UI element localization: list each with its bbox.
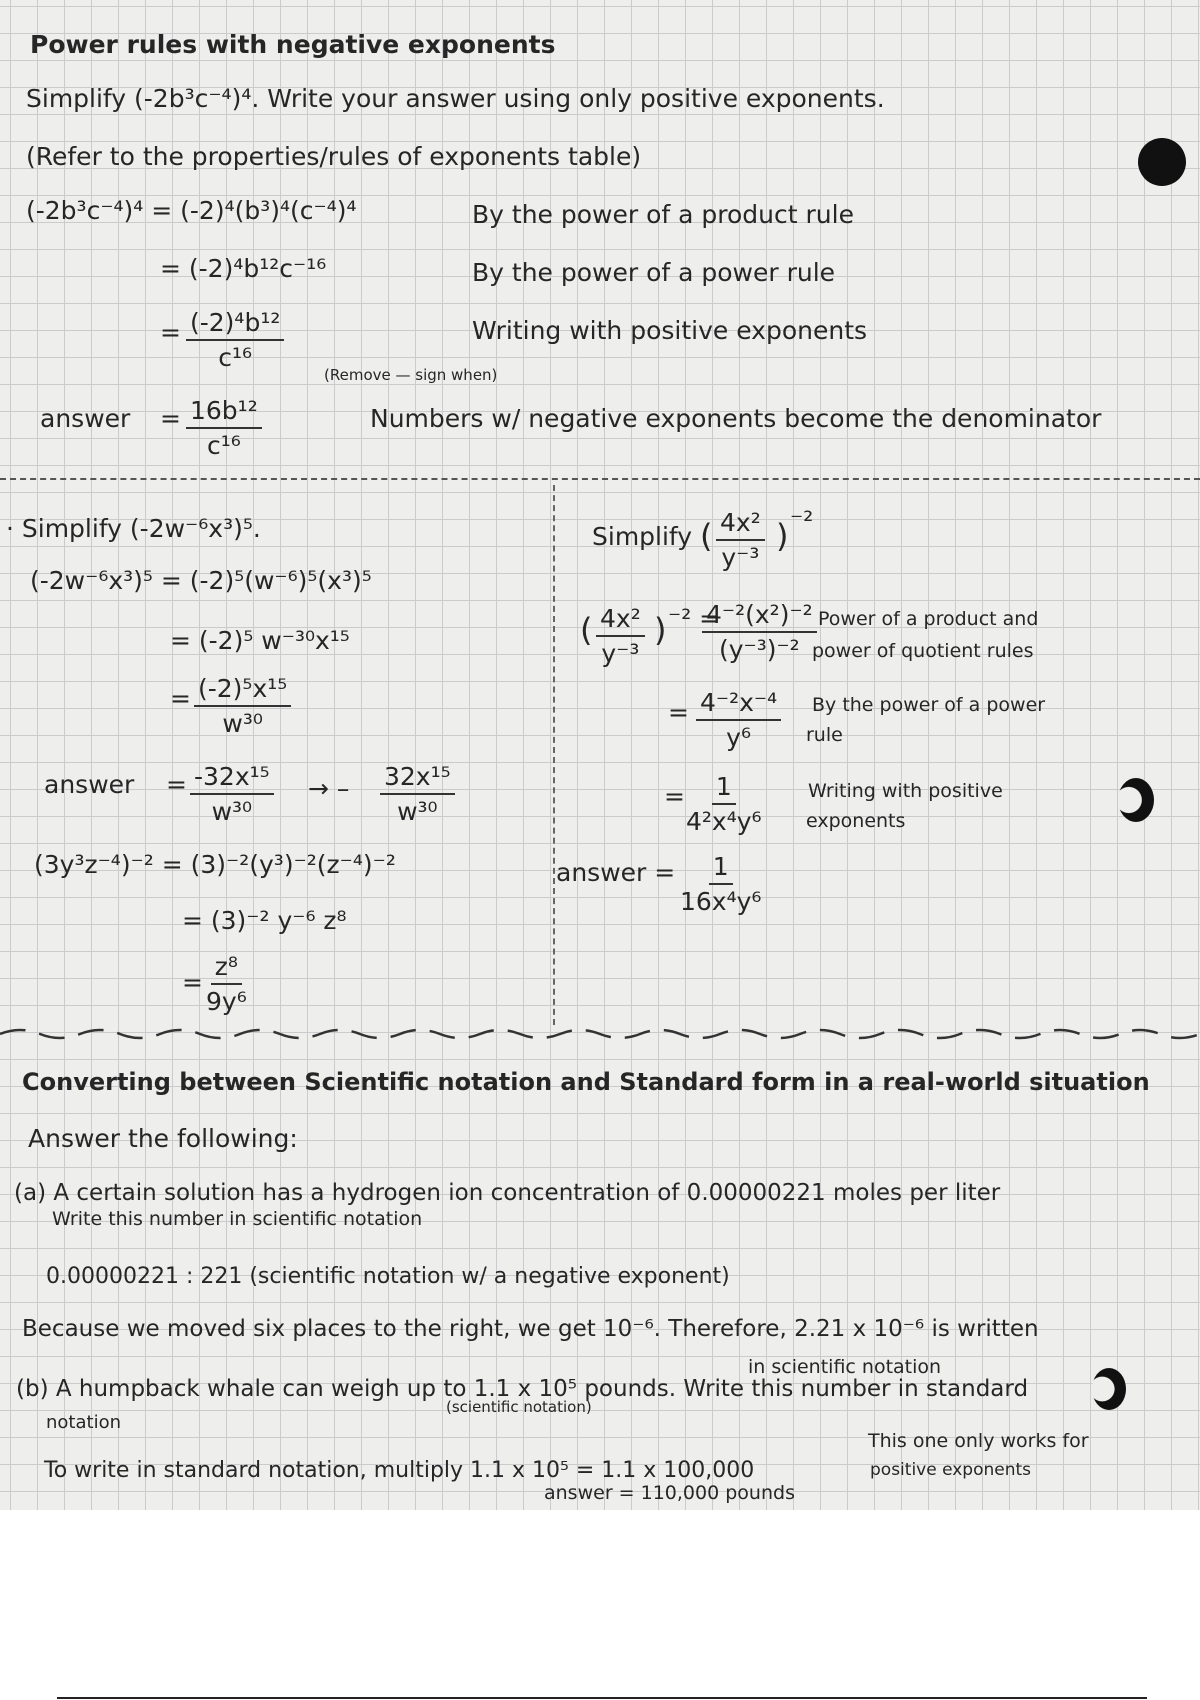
step-3-note: Writing with positive exponents [472, 316, 868, 345]
bottom-title: Converting between Scientific notation and Standard form in a real-world situation [22, 1068, 1150, 1096]
denominator: 16x⁴y⁶ [680, 887, 762, 916]
answer-fraction [186, 396, 262, 460]
right-step-3-eq: = [664, 782, 685, 811]
column-divider [553, 485, 555, 1025]
denominator: y⁻³ [601, 639, 640, 668]
binder-hole-middle [1118, 778, 1154, 822]
part-a-work: 0.00000221 : 221 (scientific notation w/ a negative exponent) [46, 1264, 730, 1289]
answer-eq: = [160, 404, 181, 433]
part-b-work: To write in standard notation, multiply 1.1 x 10⁵ = 1.1 x 100,000 [44, 1458, 755, 1483]
denominator: 4²x⁴y⁶ [686, 807, 762, 836]
step-3-fraction [186, 308, 284, 372]
numerator: 16b¹² [186, 396, 262, 429]
left-step-3-fraction [194, 674, 291, 738]
numerator: 4⁻²(x²)⁻² [702, 600, 817, 633]
left-arrow: → – [308, 774, 350, 803]
left-ex2-step-2: = (3)⁻² y⁻⁶ z⁸ [182, 906, 347, 935]
part-b-line-2: notation [46, 1412, 121, 1433]
binder-hole-bottom [1092, 1368, 1126, 1410]
numerator: 4⁻²x⁻⁴ [696, 688, 781, 721]
problem-prompt: Simplify (-2b³c⁻⁴)⁴. Write your answer using only positive exponents. [26, 84, 885, 113]
step-3-eq: = [160, 318, 181, 347]
part-b-side-note-2: positive exponents [870, 1460, 1032, 1480]
left-ex2-step-3-eq: = [182, 968, 203, 997]
wavy-divider [0, 1020, 1200, 1050]
right-step-1-note-2: power of quotient rules [812, 640, 1034, 662]
numerator: -32x¹⁵ [190, 762, 274, 795]
right-step-2-note-2: rule [806, 724, 843, 746]
right-prompt-open: ( [700, 517, 713, 555]
numerator: 32x¹⁵ [380, 762, 455, 795]
part-b-answer: answer = 110,000 pounds [544, 1482, 795, 1504]
left-answer-eq: = [166, 770, 187, 799]
denominator: 9y⁶ [206, 987, 247, 1016]
answer-note: Numbers w/ negative exponents become the denominator [370, 404, 1102, 433]
answer-following: Answer the following: [28, 1124, 298, 1153]
right-step-3-note-2: exponents [806, 810, 906, 832]
numerator: 4x² [716, 508, 765, 541]
part-b-side-note-1: This one only works for [868, 1430, 1089, 1452]
left-answer-fraction [190, 762, 274, 826]
right-answer-fraction [680, 852, 761, 916]
denominator: y⁻³ [721, 543, 760, 572]
numerator: (-2)⁴b¹² [186, 308, 284, 341]
right-answer-label: answer = [556, 858, 676, 887]
right-step-1-close: ) [654, 611, 667, 649]
numerator: 1 [712, 772, 736, 805]
answer-label: answer [40, 404, 131, 433]
numerator: 4x² [596, 604, 645, 637]
right-prompt-fraction [716, 508, 765, 572]
refer-note: (Refer to the properties/rules of exponents table) [26, 142, 642, 171]
left-final-fraction [380, 762, 455, 826]
part-a-because-2: in scientific notation [748, 1356, 942, 1378]
step-2: = (-2)⁴b¹²c⁻¹⁶ [160, 254, 327, 283]
part-a-line-2: Write this number in scientific notation [52, 1208, 423, 1230]
part-a-line-1: (a) A certain solution has a hydrogen ion concentration of 0.00000221 moles per liter [14, 1180, 1001, 1206]
right-prompt-close: ) [776, 517, 789, 555]
numerator: (-2)⁵x¹⁵ [194, 674, 291, 707]
right-step-1-exp: ⁻² = [668, 604, 721, 633]
left-ex2-step-3-fraction [206, 952, 247, 1016]
step-1-note: By the power of a product rule [472, 200, 854, 229]
part-a-because: Because we moved six places to the right, we get 10⁻⁶. Therefore, 2.21 x 10⁻⁶ is written [22, 1316, 1039, 1342]
right-step-1-fraction [702, 600, 817, 664]
section-title: Power rules with negative exponents [30, 30, 556, 59]
left-step-3-eq: = [170, 684, 191, 713]
section-divider [0, 478, 1200, 480]
denominator: c¹⁶ [218, 343, 253, 372]
denominator: w³⁰ [211, 797, 253, 826]
denominator: w³⁰ [397, 797, 438, 826]
remove-sign-note: (Remove — sign when) [324, 366, 498, 384]
right-prompt: Simplify [592, 522, 693, 551]
denominator: y⁶ [726, 723, 751, 752]
binder-hole-top [1138, 138, 1186, 186]
left-step-2: = (-2)⁵ w⁻³⁰x¹⁵ [170, 626, 350, 655]
right-step-1-lhs [596, 604, 645, 668]
left-prompt: · Simplify (-2w⁻⁶x³)⁵. [6, 514, 261, 543]
part-b-sci-note: (scientific notation) [446, 1398, 592, 1416]
right-step-2-note-1: By the power of a power [812, 694, 1046, 716]
right-step-3-fraction [686, 772, 762, 836]
left-answer-label: answer [44, 770, 135, 799]
right-step-2-fraction [696, 688, 781, 752]
step-1: (-2b³c⁻⁴)⁴ = (-2)⁴(b³)⁴(c⁻⁴)⁴ [26, 196, 357, 225]
denominator: w³⁰ [222, 709, 263, 738]
numerator: z⁸ [211, 952, 242, 985]
part-b-line-1: (b) A humpback whale can weigh up to 1.1 x 10⁵ pounds. Write this number in standard [16, 1376, 1029, 1402]
footer-rule [57, 1697, 1147, 1699]
right-step-1-note-1: Power of a product and [818, 608, 1039, 630]
left-step-1: (-2w⁻⁶x³)⁵ = (-2)⁵(w⁻⁶)⁵(x³)⁵ [30, 566, 372, 595]
denominator: (y⁻³)⁻² [718, 635, 800, 664]
right-prompt-exponent: ⁻² [790, 506, 814, 535]
right-step-3-note-1: Writing with positive [808, 780, 1003, 802]
right-step-1-open: ( [580, 611, 593, 649]
step-2-note: By the power of a power rule [472, 258, 836, 287]
numerator: 1 [709, 852, 733, 885]
denominator: c¹⁶ [206, 431, 241, 460]
left-ex2-step-1: (3y³z⁻⁴)⁻² = (3)⁻²(y³)⁻²(z⁻⁴)⁻² [34, 850, 396, 879]
right-step-2-eq: = [668, 698, 689, 727]
